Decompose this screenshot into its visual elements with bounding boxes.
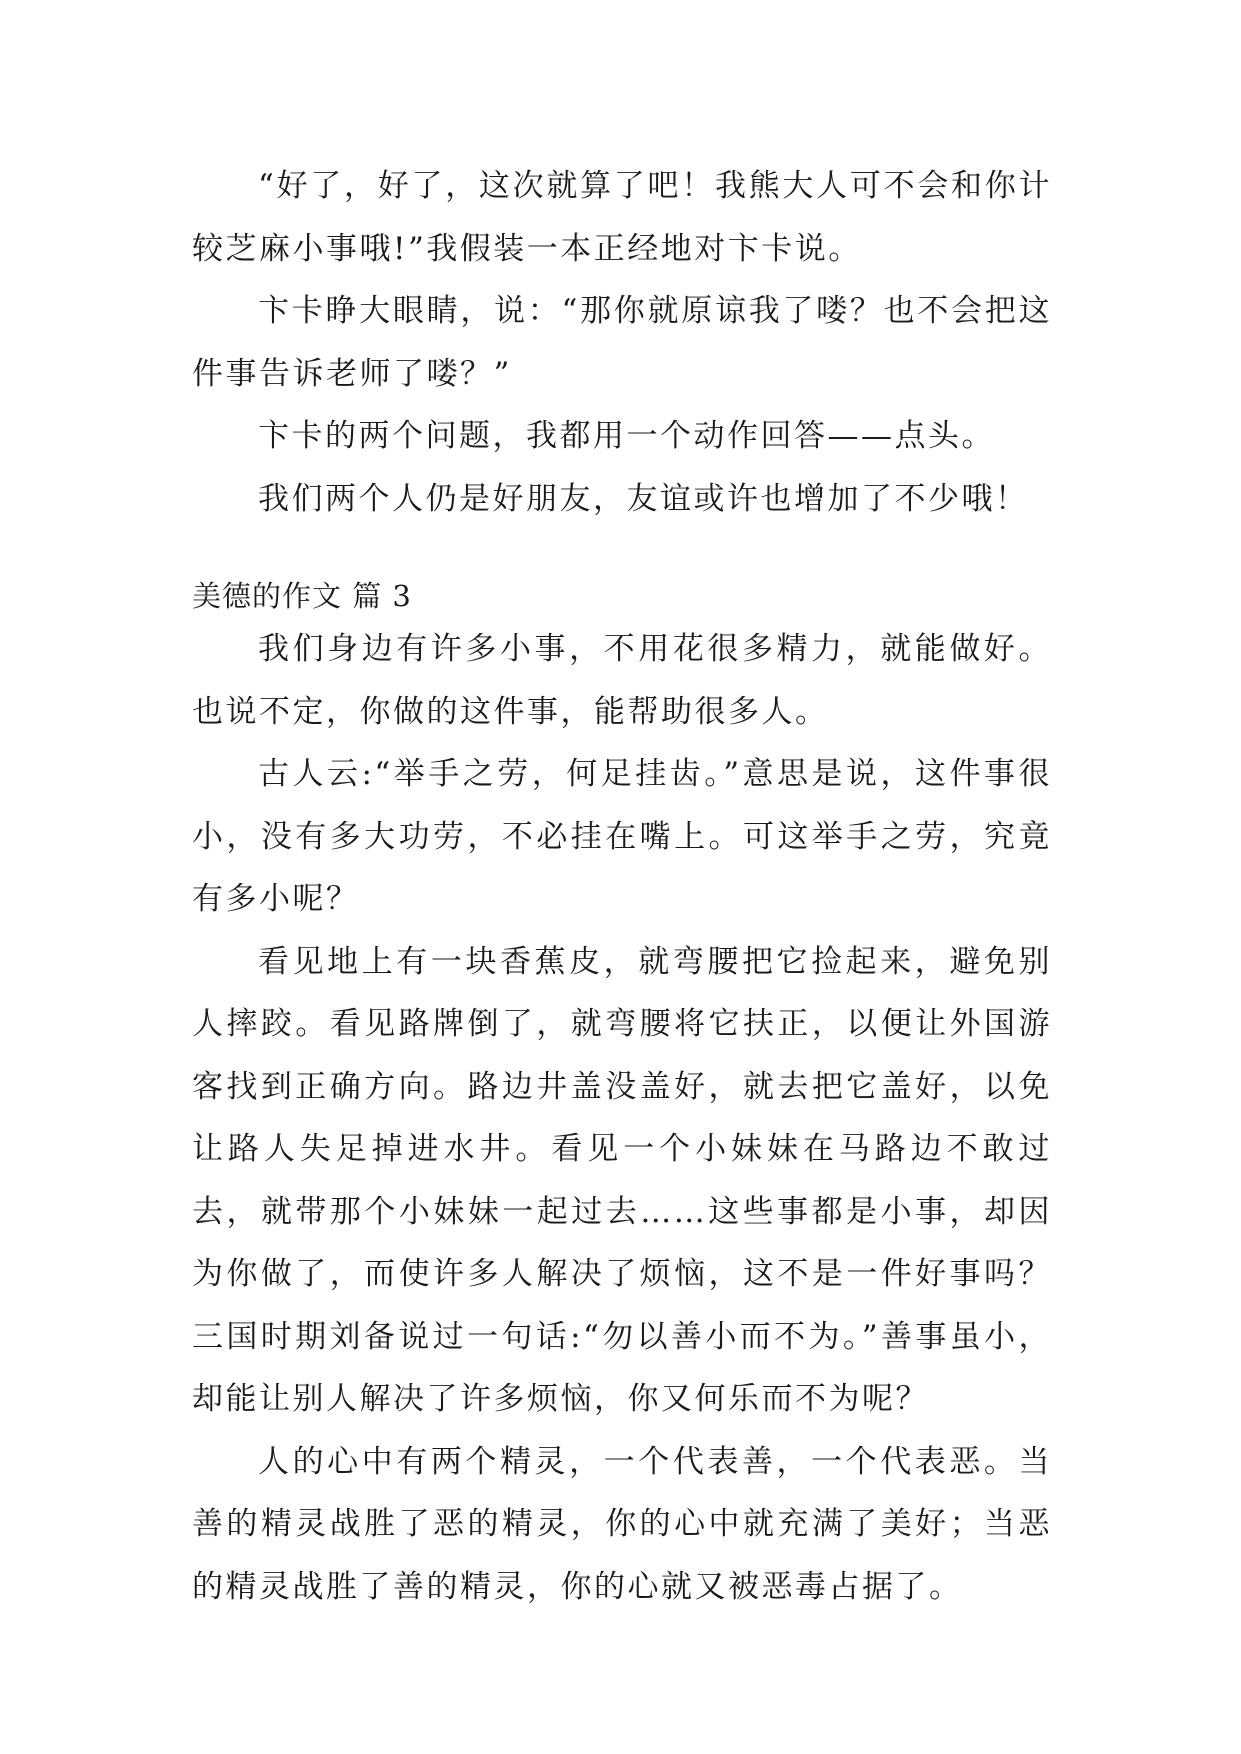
paragraph: 人的心中有两个精灵，一个代表善，一个代表恶。当善的精灵战胜了恶的精灵，你的心中就充满了美好；当恶的精灵战胜了善的精灵，你的心就又被恶毒占据了。 xyxy=(192,1443,1052,1605)
essay-section xyxy=(192,618,1052,1618)
paragraph: 卞卡的两个问题，我都用一个动作回答——点头。 xyxy=(258,418,995,454)
paragraph: 看见地上有一块香蕉皮，就弯腰把它捡起来，避免别人摔跤。看见路牌倒了，就弯腰将它扶正，以便让外国游客找到正确方向。路边井盖没盖好，就去把它盖好，以免让路人失足掉进水井。看见一个小妹妹在马路边不敢过去，就带那个小妹妹一起过去……这些事都是小事，却因为你做了，而使许多人解决了烦恼，这不是一件好事吗？三国时期刘备说过一句话:“勿以善小而不为。”善事虽小，却能让别人解决了许多烦恼，你又何乐而不为呢？ xyxy=(192,943,1052,1417)
paragraph: 卞卡睁大眼睛，说：“那你就原谅我了喽？也不会把这件事告诉老师了喽？” xyxy=(192,293,1052,392)
story-ending-section xyxy=(192,155,1052,530)
section-title: 美德的作文 篇 3 xyxy=(192,579,412,613)
paragraph: “好了，好了，这次就算了吧！我熊大人可不会和你计较芝麻小事哦!”我假装一本正经地对卞卡说。 xyxy=(192,168,1052,267)
paragraph: 我们身边有许多小事，不用花很多精力，就能做好。也说不定，你做的这件事，能帮助很多人。 xyxy=(192,631,1052,730)
paragraph: 古人云:“举手之劳，何足挂齿。”意思是说，这件事很小，没有多大功劳，不必挂在嘴上。可这举手之劳，究竟有多小呢？ xyxy=(192,756,1052,917)
paragraph: 我们两个人仍是好朋友，友谊或许也增加了不少哦！ xyxy=(258,480,1029,517)
